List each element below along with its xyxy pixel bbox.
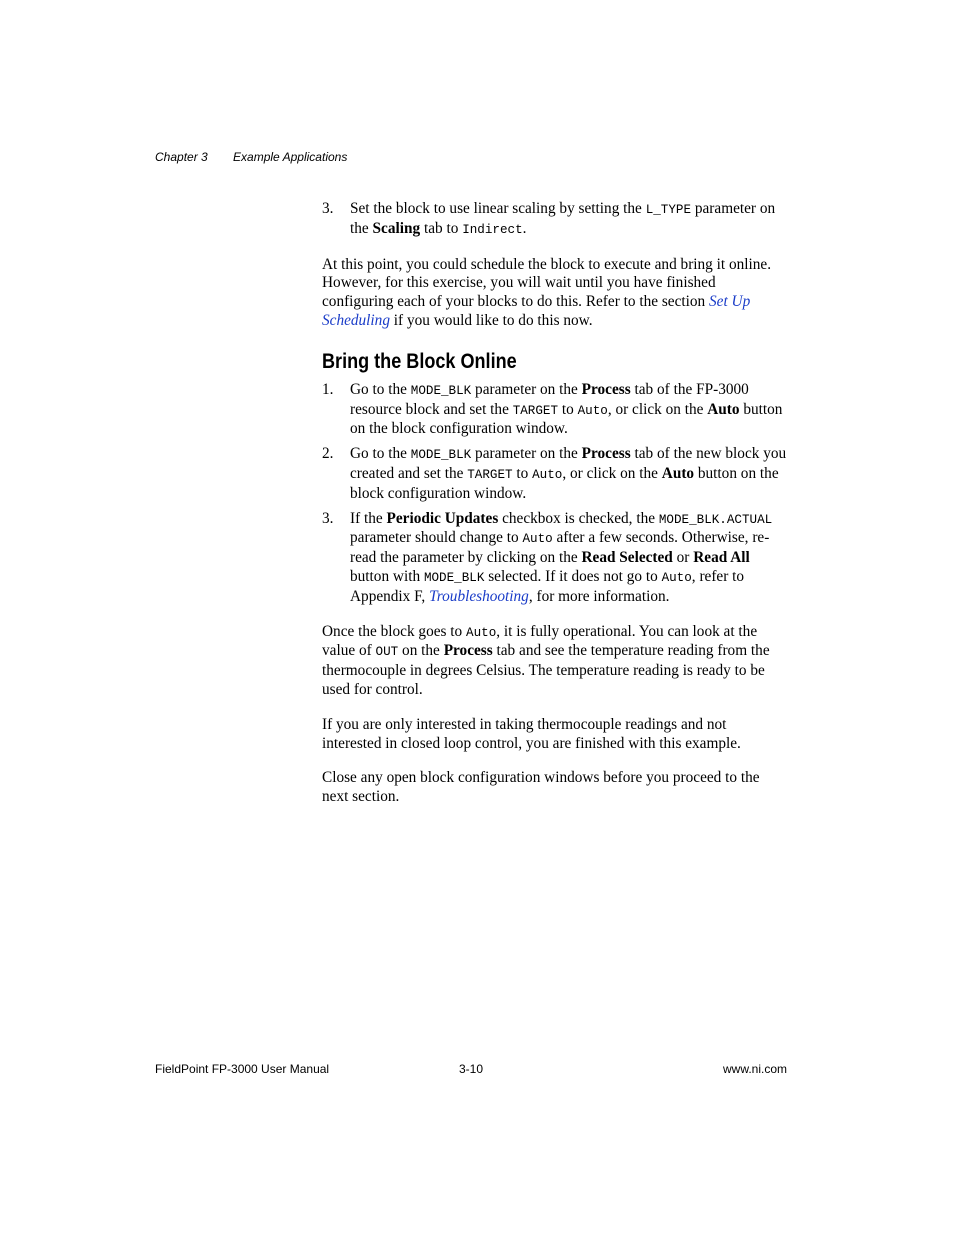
code-ltype: L_TYPE	[645, 203, 692, 217]
text: tab of the FP-3000 resource block and set the	[350, 380, 749, 418]
step-text	[350, 200, 788, 240]
code: TARGET	[467, 467, 513, 482]
step-3	[322, 510, 788, 607]
text: , it is fully operational. You can look at the value of	[322, 622, 758, 660]
code: Auto	[532, 467, 563, 482]
text: , or click on the	[562, 464, 662, 482]
text: button with	[350, 567, 424, 585]
code: Auto	[577, 403, 608, 418]
link-set-up-scheduling[interactable]: Set Up Scheduling	[322, 293, 751, 329]
step-number: 3.	[322, 200, 334, 217]
step-2	[322, 445, 788, 503]
code: MODE_BLK	[410, 448, 472, 463]
bold: Read All	[693, 549, 750, 567]
text: after a few seconds. Otherwise, re-read the parameter by clicking on the	[350, 529, 770, 567]
text: Set the block to use linear scaling by setting the	[350, 200, 646, 217]
text: parameter on the	[350, 200, 776, 237]
text: selected. If it does not go to	[484, 567, 662, 585]
main-content	[322, 200, 788, 807]
text: , refer to Appendix F,	[350, 567, 745, 605]
text: .	[522, 219, 527, 237]
paragraph-operational	[322, 623, 788, 700]
text: button on the block configuration window.	[350, 464, 779, 502]
section-heading: Bring the Block Online	[322, 349, 517, 373]
code: MODE_BLK.ACTUAL	[658, 512, 773, 527]
paragraph-close-windows: Close any open block configuration windows before you proceed to the next section.	[322, 769, 760, 806]
step-1	[322, 381, 788, 439]
code: Auto	[661, 570, 692, 585]
text: , or click on the	[607, 400, 708, 418]
link-troubleshooting[interactable]: Troubleshooting	[429, 587, 529, 605]
text: At this point, you could schedule the block to execute and bring it online. However, for this exercise, you will wait until you have finished configuring each of your blocks to do this. Refer to the section	[322, 255, 772, 311]
step-number: 3.	[322, 509, 334, 527]
text: button on the block configuration window.	[350, 400, 783, 438]
code: OUT	[375, 645, 399, 660]
text: on the	[398, 642, 444, 660]
step-number: 2.	[322, 445, 334, 463]
chapter-title: Example Applications	[233, 150, 348, 164]
paragraph-schedule	[322, 256, 788, 331]
text: or	[672, 549, 694, 567]
code-indirect: Indirect	[462, 222, 523, 237]
text: Go to the	[350, 445, 411, 463]
step-number: 1.	[322, 380, 334, 398]
step-text	[350, 445, 788, 503]
bold: Process	[581, 445, 631, 463]
text: Go to the	[350, 380, 411, 398]
text: tab to	[420, 219, 463, 237]
text: , for more information.	[528, 587, 670, 605]
code: Auto	[466, 625, 497, 640]
bold: Read Selected	[581, 549, 673, 567]
bold: Auto	[707, 400, 740, 418]
step-text	[350, 381, 788, 439]
bold-scaling: Scaling	[372, 219, 421, 237]
bold: Process	[443, 642, 493, 660]
bold: Process	[581, 380, 631, 398]
code: TARGET	[512, 403, 559, 418]
step-text	[350, 510, 788, 607]
intro-step	[322, 200, 788, 240]
website: www.ni.com	[722, 1062, 787, 1076]
text: checkbox is checked, the	[498, 509, 659, 527]
text: Once the block goes to	[322, 622, 467, 640]
bold: Auto	[661, 464, 695, 482]
page-number: 3-10	[459, 1062, 484, 1076]
text: parameter on the	[471, 445, 582, 463]
manual-title: FieldPoint FP-3000 User Manual	[155, 1062, 330, 1076]
text: parameter on the	[471, 380, 582, 398]
text: to	[512, 464, 533, 482]
code: MODE_BLK	[410, 383, 472, 398]
text: parameter should change to	[350, 529, 523, 547]
text: to	[558, 400, 578, 418]
running-header	[155, 150, 347, 164]
text: if you would like to do this now.	[389, 311, 593, 329]
code: Auto	[522, 532, 553, 547]
code: MODE_BLK	[423, 570, 485, 585]
text: If the	[350, 509, 387, 527]
paragraph-finished: If you are only interested in taking thermocouple readings and not interested in closed loop control, you are finished with this example.	[322, 715, 741, 752]
bold: Periodic Updates	[386, 509, 499, 527]
chapter-label: Chapter 3	[155, 150, 208, 164]
text: tab of the new block you created and set the	[350, 445, 787, 482]
text: tab and see the temperature reading from the thermocouple in degrees Celsius. The temperature reading is ready to be used for control.	[322, 642, 770, 698]
